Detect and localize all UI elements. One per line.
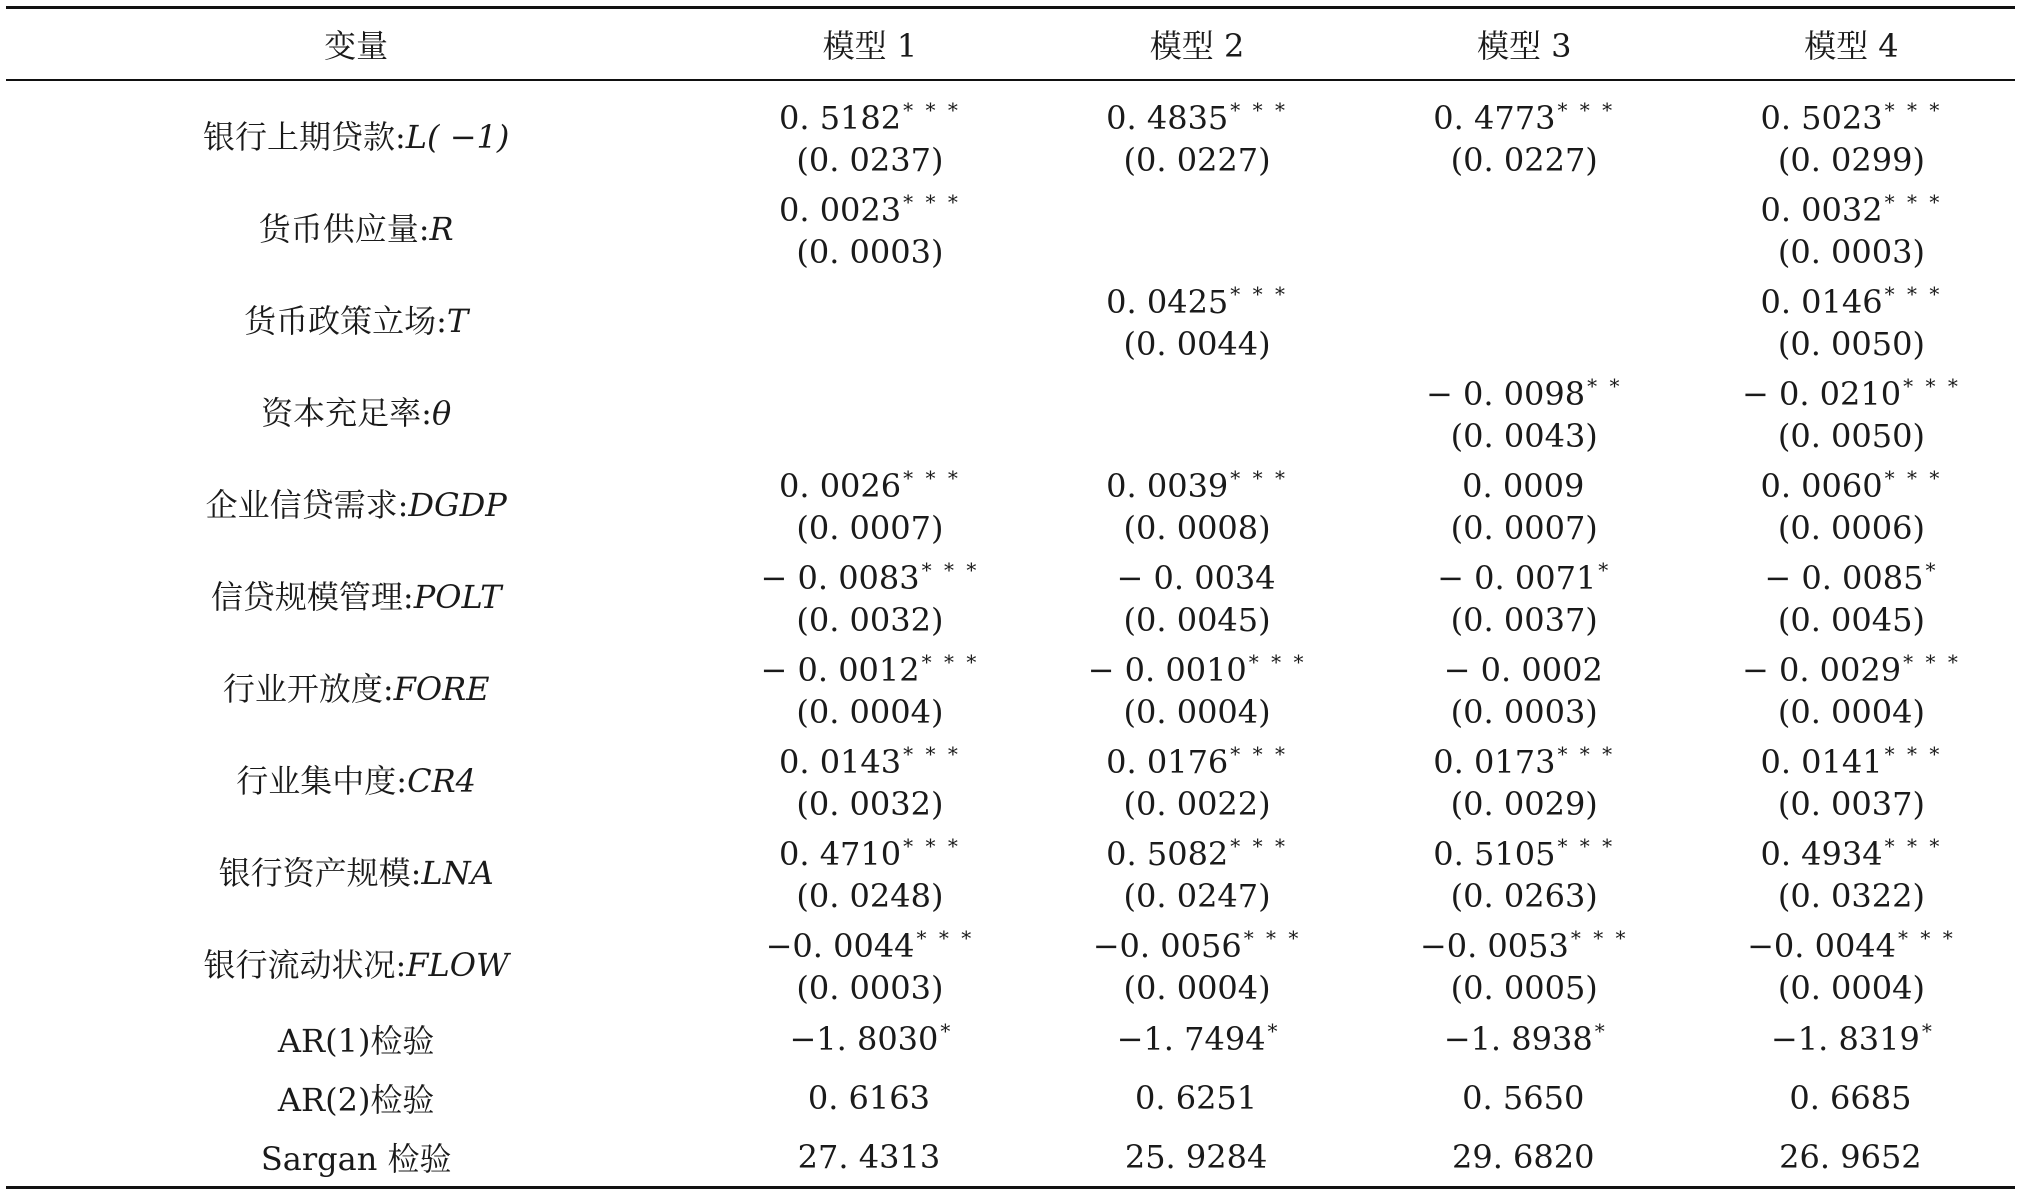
variable-symbol: θ <box>431 394 452 432</box>
significance-stars: * <box>1921 1019 1932 1043</box>
coefficient-estimate: 0. 0176 <box>1106 743 1229 781</box>
table-body <box>6 80 2015 1188</box>
test-value: −1. 7494 <box>1116 1020 1266 1058</box>
coefficient-estimate: 0. 0039 <box>1106 467 1229 505</box>
coefficient-estimate: − 0. 0085 <box>1764 559 1924 597</box>
model-4-cell <box>1688 365 2015 457</box>
variable-label: 银行流动状况: <box>203 946 407 984</box>
standard-error: (0. 0263) <box>1450 877 1598 915</box>
test-value: 0. 6685 <box>1789 1079 1912 1117</box>
model-4-cell <box>1688 917 2015 1009</box>
test-label: AR(2)检验 <box>277 1080 435 1119</box>
test-value: 27. 4313 <box>797 1138 941 1176</box>
test-value: 29. 6820 <box>1451 1138 1595 1176</box>
coefficient-estimate-line <box>706 386 1033 436</box>
coefficient-estimate: 0. 4773 <box>1433 99 1556 137</box>
coefficient-estimate-line <box>1034 825 1361 875</box>
model-4-cell <box>1688 457 2015 549</box>
model-1-cell <box>706 181 1033 273</box>
significance-stars: * * * <box>1557 98 1616 122</box>
significance-stars: * * * <box>1557 742 1616 766</box>
model-2-cell <box>1034 825 1361 917</box>
variable-symbol: DGDP <box>408 486 507 524</box>
model-4-cell <box>1688 733 2015 825</box>
coefficient-estimate-line <box>1688 273 2015 323</box>
significance-stars: * <box>1267 1019 1278 1043</box>
variable-label: 银行上期贷款: <box>202 118 406 156</box>
standard-error: (0. 0003) <box>796 969 944 1007</box>
standard-error: (0. 0237) <box>796 141 944 179</box>
standard-error: (0. 0247) <box>1123 877 1271 915</box>
variable-symbol: CR4 <box>407 762 477 800</box>
model-1-cell <box>706 365 1033 457</box>
significance-stars: * * * <box>1884 282 1943 306</box>
coefficient-estimate-line <box>1034 641 1361 691</box>
model-1-cell <box>706 733 1033 825</box>
coefficient-row <box>6 365 2015 457</box>
model-4-test-cell <box>1688 1009 2015 1068</box>
model-3-test-cell <box>1361 1009 1688 1068</box>
coefficient-estimate: − 0. 0029 <box>1741 651 1902 689</box>
model-1-cell <box>706 80 1033 181</box>
coefficient-estimate: − 0. 0210 <box>1741 375 1902 413</box>
model-1-test-cell <box>706 1068 1033 1127</box>
coefficient-estimate: 0. 0060 <box>1760 467 1883 505</box>
standard-error: (0. 0004) <box>1123 693 1271 731</box>
standard-error: (0. 0005) <box>1450 969 1598 1007</box>
standard-error: (0. 0022) <box>1123 785 1271 823</box>
coefficient-row <box>6 80 2015 181</box>
coefficient-row <box>6 181 2015 273</box>
model-2-cell <box>1034 733 1361 825</box>
significance-stars: * * * <box>903 466 961 490</box>
coefficient-estimate-line <box>1034 549 1361 599</box>
coefficient-estimate: 0. 0009 <box>1462 467 1585 505</box>
test-value: 25. 9284 <box>1124 1138 1268 1176</box>
test-value: −1. 8938 <box>1443 1020 1593 1058</box>
model-4-cell <box>1688 80 2015 181</box>
standard-error: (0. 0227) <box>1450 141 1598 179</box>
standard-error: (0. 0045) <box>1777 601 1925 639</box>
standard-error: (0. 0004) <box>796 693 944 731</box>
coefficient-estimate-line <box>1034 273 1361 323</box>
model-1-cell <box>706 457 1033 549</box>
coefficient-estimate-line <box>1688 733 2015 783</box>
standard-error: (0. 0299) <box>1777 141 1925 179</box>
significance-stars: * * * <box>916 926 975 950</box>
coefficient-estimate-line <box>1361 825 1688 875</box>
coefficient-row <box>6 273 2015 365</box>
significance-stars: * * * <box>1230 466 1288 490</box>
significance-stars: * * * <box>903 190 961 214</box>
model-4-cell <box>1688 273 2015 365</box>
test-value: −1. 8319 <box>1770 1020 1920 1058</box>
coefficient-estimate: 0. 4710 <box>778 835 902 873</box>
significance-stars: * * * <box>1243 926 1302 950</box>
table-header <box>6 8 2015 81</box>
coefficient-row <box>6 549 2015 641</box>
regression-table <box>6 6 2015 1189</box>
coefficient-estimate-line <box>1688 825 2015 875</box>
coefficient-estimate: − 0. 0083 <box>760 559 920 597</box>
coefficient-estimate: − 0. 0002 <box>1443 651 1603 689</box>
coefficient-estimate-line <box>706 457 1033 507</box>
model-4-cell <box>1688 181 2015 273</box>
significance-stars: * * * <box>921 558 980 582</box>
coefficient-estimate: 0. 5182 <box>778 99 902 137</box>
variable-label: 货币供应量: <box>258 210 430 248</box>
model-3-cell <box>1361 549 1688 641</box>
coefficient-estimate-line <box>1688 549 2015 599</box>
coefficient-row <box>6 733 2015 825</box>
coefficient-estimate-line <box>1688 457 2015 507</box>
model-3-cell <box>1361 80 1688 181</box>
model-2-cell <box>1034 549 1361 641</box>
model-3-cell <box>1361 181 1688 273</box>
model-3-cell <box>1361 733 1688 825</box>
coefficient-estimate: 0. 0032 <box>1760 191 1883 229</box>
standard-error: (0. 0050) <box>1777 417 1925 455</box>
header-model-4: 模型 4 <box>1804 27 1899 65</box>
coefficient-estimate: − 0. 0071 <box>1437 559 1597 597</box>
model-4-test-cell <box>1688 1127 2015 1188</box>
model-2-test-cell <box>1034 1068 1361 1127</box>
coefficient-estimate-line <box>706 89 1033 139</box>
standard-error: (0. 0322) <box>1777 877 1925 915</box>
coefficient-estimate: 0. 5105 <box>1433 835 1556 873</box>
test-value: 26. 9652 <box>1779 1138 1922 1176</box>
model-4-cell <box>1688 825 2015 917</box>
header-model-3: 模型 3 <box>1476 27 1572 65</box>
significance-stars: * * * <box>1248 650 1307 674</box>
significance-stars: * * * <box>903 742 961 766</box>
test-statistic-row <box>6 1009 2015 1068</box>
coefficient-estimate-line <box>1361 89 1688 139</box>
significance-stars: * * * <box>1903 374 1961 398</box>
header-variable: 变量 <box>324 27 389 65</box>
significance-stars: * * * <box>1884 98 1943 122</box>
variable-label: 行业集中度: <box>236 762 408 800</box>
model-2-cell <box>1034 641 1361 733</box>
significance-stars: * <box>1925 558 1939 582</box>
coefficient-row <box>6 641 2015 733</box>
standard-error: (0. 0003) <box>1777 233 1925 271</box>
test-statistic-row <box>6 1068 2015 1127</box>
variable-label: 资本充足率: <box>261 394 432 432</box>
model-4-cell <box>1688 641 2015 733</box>
coefficient-estimate: − 0. 0012 <box>760 651 920 689</box>
coefficient-estimate-line <box>1034 202 1361 252</box>
header-row <box>6 8 2015 81</box>
variable-cell <box>6 457 706 549</box>
coefficient-estimate-line <box>1034 457 1361 507</box>
variable-cell <box>6 917 706 1009</box>
significance-stars: * <box>940 1019 951 1043</box>
significance-stars: * * * <box>1884 466 1943 490</box>
model-2-cell <box>1034 181 1361 273</box>
standard-error: (0. 0004) <box>1123 969 1271 1007</box>
coefficient-estimate-line <box>1361 202 1688 252</box>
model-1-test-cell <box>706 1127 1033 1188</box>
model-1-cell <box>706 917 1033 1009</box>
standard-error: (0. 0003) <box>1450 693 1598 731</box>
coefficient-estimate-line <box>706 917 1033 967</box>
test-value: −1. 8030 <box>789 1020 939 1058</box>
variable-symbol: FORE <box>393 670 490 708</box>
standard-error: (0. 0007) <box>796 509 944 547</box>
coefficient-estimate-line <box>1688 917 2015 967</box>
coefficient-estimate-line <box>1688 641 2015 691</box>
significance-stars: * * * <box>1898 926 1956 950</box>
standard-error: (0. 0007) <box>1450 509 1598 547</box>
model-4-cell <box>1688 549 2015 641</box>
regression-table-container <box>6 6 2015 1189</box>
test-label: Sargan 检验 <box>260 1139 452 1178</box>
model-3-cell <box>1361 365 1688 457</box>
coefficient-estimate: − 0. 0010 <box>1087 651 1247 689</box>
model-3-cell <box>1361 641 1688 733</box>
coefficient-estimate-line <box>1361 917 1688 967</box>
coefficient-estimate: 0. 0425 <box>1106 283 1229 321</box>
coefficient-estimate-line <box>706 733 1033 783</box>
test-label: AR(1)检验 <box>277 1021 435 1060</box>
significance-stars: * * * <box>1884 742 1943 766</box>
model-3-cell <box>1361 457 1688 549</box>
significance-stars: * <box>1598 558 1612 582</box>
standard-error: (0. 0003) <box>796 233 944 271</box>
coefficient-estimate: 0. 0143 <box>778 743 902 781</box>
coefficient-row <box>6 917 2015 1009</box>
standard-error: (0. 0037) <box>1777 785 1925 823</box>
coefficient-estimate-line <box>1034 89 1361 139</box>
standard-error: (0. 0227) <box>1123 141 1271 179</box>
standard-error: (0. 0044) <box>1123 325 1271 363</box>
coefficient-estimate-line <box>1688 181 2015 231</box>
standard-error: (0. 0004) <box>1777 969 1925 1007</box>
standard-error: (0. 0043) <box>1450 417 1598 455</box>
standard-error: (0. 0008) <box>1123 509 1271 547</box>
significance-stars: * * * <box>1903 650 1961 674</box>
variable-symbol: T <box>446 302 469 340</box>
coefficient-estimate-line <box>1361 733 1688 783</box>
coefficient-estimate-line <box>1034 386 1361 436</box>
model-2-cell <box>1034 457 1361 549</box>
significance-stars: * * * <box>921 650 980 674</box>
test-statistic-row <box>6 1127 2015 1188</box>
coefficient-estimate: 0. 0141 <box>1760 743 1883 781</box>
variable-cell <box>6 181 706 273</box>
variable-cell <box>6 273 706 365</box>
model-3-cell <box>1361 273 1688 365</box>
coefficient-estimate-line <box>1688 365 2015 415</box>
coefficient-estimate-line <box>706 825 1033 875</box>
variable-symbol: POLT <box>413 578 502 616</box>
significance-stars: * <box>1594 1019 1605 1043</box>
coefficient-estimate-line <box>706 641 1033 691</box>
model-3-cell <box>1361 917 1688 1009</box>
variable-cell <box>6 365 706 457</box>
model-1-cell <box>706 273 1033 365</box>
coefficient-estimate-line <box>1361 294 1688 344</box>
variable-cell <box>6 825 706 917</box>
coefficient-estimate-line <box>1034 733 1361 783</box>
significance-stars: * * * <box>903 98 961 122</box>
variable-label: 行业开放度: <box>222 670 394 708</box>
standard-error: (0. 0032) <box>796 785 944 823</box>
standard-error: (0. 0006) <box>1777 509 1925 547</box>
standard-error: (0. 0004) <box>1777 693 1925 731</box>
coefficient-estimate: −0. 0056 <box>1092 927 1242 965</box>
coefficient-row <box>6 457 2015 549</box>
coefficient-estimate: 0. 0026 <box>778 467 902 505</box>
model-2-cell <box>1034 273 1361 365</box>
variable-label: 信贷规模管理: <box>210 578 414 616</box>
model-3-test-cell <box>1361 1068 1688 1127</box>
variable-symbol: LNA <box>421 854 494 892</box>
variable-cell <box>6 80 706 181</box>
variable-symbol: L( −1) <box>405 118 510 156</box>
coefficient-estimate-line <box>706 294 1033 344</box>
variable-symbol: FLOW <box>406 946 509 984</box>
variable-cell <box>6 549 706 641</box>
coefficient-estimate: 0. 4934 <box>1760 835 1883 873</box>
test-value: 0. 6251 <box>1135 1079 1258 1117</box>
coefficient-estimate-line <box>1688 89 2015 139</box>
model-3-cell <box>1361 825 1688 917</box>
coefficient-estimate: 0. 4835 <box>1106 99 1229 137</box>
variable-label: 货币政策立场: <box>244 302 447 340</box>
standard-error: (0. 0032) <box>796 601 944 639</box>
significance-stars: * * * <box>903 834 961 858</box>
coefficient-estimate: 0. 5082 <box>1106 835 1229 873</box>
coefficient-estimate-line <box>1361 549 1688 599</box>
variable-cell <box>6 733 706 825</box>
significance-stars: * * * <box>1557 834 1616 858</box>
significance-stars: * * * <box>1230 282 1288 306</box>
standard-error: (0. 0248) <box>796 877 944 915</box>
coefficient-estimate: − 0. 0098 <box>1425 375 1586 413</box>
variable-cell <box>6 641 706 733</box>
significance-stars: * * * <box>1884 190 1943 214</box>
significance-stars: * * * <box>1230 834 1288 858</box>
model-4-test-cell <box>1688 1068 2015 1127</box>
coefficient-estimate-line <box>1361 365 1688 415</box>
coefficient-estimate-line <box>1361 641 1688 691</box>
variable-label: 银行资产规模: <box>218 854 422 892</box>
coefficient-estimate: 0. 0173 <box>1433 743 1556 781</box>
coefficient-estimate: 0. 0146 <box>1760 283 1883 321</box>
coefficient-estimate: 0. 0023 <box>778 191 902 229</box>
model-3-test-cell <box>1361 1127 1688 1188</box>
model-2-cell <box>1034 80 1361 181</box>
model-2-test-cell <box>1034 1127 1361 1188</box>
coefficient-estimate: 0. 5023 <box>1760 99 1883 137</box>
coefficient-estimate-line <box>706 181 1033 231</box>
standard-error: (0. 0050) <box>1777 325 1925 363</box>
significance-stars: * * * <box>1884 834 1943 858</box>
coefficient-estimate: − 0. 0034 <box>1116 559 1276 597</box>
significance-stars: * * * <box>1230 742 1288 766</box>
significance-stars: * * <box>1587 374 1623 398</box>
significance-stars: * * * <box>1230 98 1288 122</box>
coefficient-estimate: −0. 0044 <box>1747 927 1897 965</box>
standard-error: (0. 0029) <box>1450 785 1598 823</box>
significance-stars: * * * <box>1570 926 1629 950</box>
model-2-cell <box>1034 365 1361 457</box>
coefficient-estimate-line <box>706 549 1033 599</box>
standard-error: (0. 0045) <box>1123 601 1271 639</box>
standard-error: (0. 0037) <box>1450 601 1598 639</box>
model-1-cell <box>706 825 1033 917</box>
model-2-test-cell <box>1034 1009 1361 1068</box>
coefficient-estimate-line <box>1034 917 1361 967</box>
coefficient-estimate: −0. 0044 <box>765 927 915 965</box>
coefficient-row <box>6 825 2015 917</box>
model-2-cell <box>1034 917 1361 1009</box>
model-1-cell <box>706 549 1033 641</box>
model-1-cell <box>706 641 1033 733</box>
coefficient-estimate-line <box>1361 457 1688 507</box>
model-1-test-cell <box>706 1009 1033 1068</box>
test-value: 0. 6163 <box>807 1079 930 1117</box>
header-model-2: 模型 2 <box>1149 27 1245 65</box>
variable-label: 企业信贷需求: <box>205 486 409 524</box>
test-value: 0. 5650 <box>1462 1079 1585 1117</box>
coefficient-estimate: −0. 0053 <box>1419 927 1569 965</box>
header-model-1: 模型 1 <box>822 27 918 65</box>
variable-symbol: R <box>429 210 454 248</box>
